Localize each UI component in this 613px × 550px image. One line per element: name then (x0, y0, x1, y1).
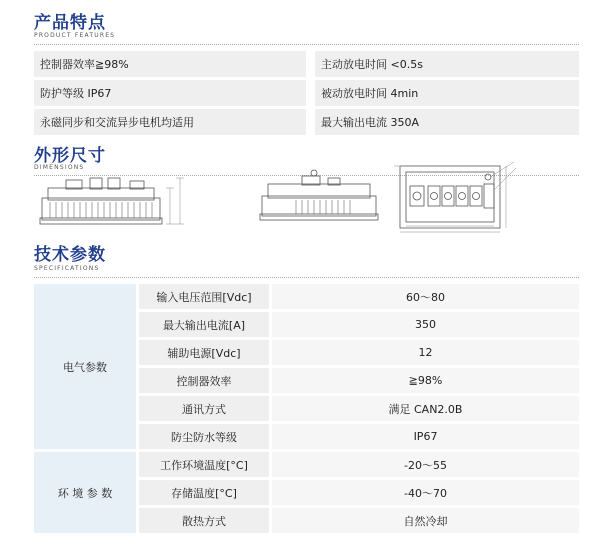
spec-value: -40〜70 (272, 480, 579, 505)
spec-value: 自然冷却 (272, 508, 579, 533)
table-row (139, 368, 579, 393)
table-row (139, 452, 579, 477)
spec-value: 60〜80 (272, 284, 579, 309)
dimension-drawings (34, 160, 579, 235)
spec-value: IP67 (272, 424, 579, 449)
table-row (139, 508, 579, 533)
features-title: 产品特点 (34, 13, 106, 33)
spec-name: 辅助电源[Vdc] (139, 340, 269, 365)
spec-name: 控制器效率 (139, 368, 269, 393)
feature-item: 主动放电时间 <0.5s (315, 51, 579, 77)
dimensions-subtitle: DIMENSIONS (34, 164, 85, 171)
table-row (139, 340, 579, 365)
feature-item: 防护等级 IP67 (34, 80, 306, 106)
specifications-divider (34, 277, 579, 278)
spec-name: 通讯方式 (139, 396, 269, 421)
top-view-drawing (380, 160, 550, 235)
specifications-table (34, 284, 579, 536)
feature-item: 最大输出电流 350A (315, 109, 579, 135)
spec-name: 工作环境温度[°C] (139, 452, 269, 477)
features-table (34, 51, 579, 138)
dimensions-title: 外形尺寸 (34, 146, 106, 166)
front-view-drawing (34, 160, 194, 235)
spec-value: -20〜55 (272, 452, 579, 477)
table-row (139, 480, 579, 505)
table-row (139, 312, 579, 337)
table-row (139, 424, 579, 449)
spec-group-electrical (34, 284, 579, 449)
spec-value: 350 (272, 312, 579, 337)
spec-name: 存储温度[°C] (139, 480, 269, 505)
spec-name: 输入电压范围[Vdc] (139, 284, 269, 309)
table-row (139, 396, 579, 421)
spec-name: 散热方式 (139, 508, 269, 533)
features-row (34, 51, 579, 77)
spec-group-label: 环 境 参 数 (34, 452, 136, 533)
spec-value: ≧98% (272, 368, 579, 393)
features-row (34, 109, 579, 135)
table-row (139, 284, 579, 309)
spec-value: 满足 CAN2.0B (272, 396, 579, 421)
features-divider (34, 44, 579, 45)
specifications-subtitle: SPECIFICATIONS (34, 265, 100, 272)
spec-group-label: 电气参数 (34, 284, 136, 449)
spec-name: 最大输出电流[A] (139, 312, 269, 337)
feature-item: 被动放电时间 4min (315, 80, 579, 106)
spec-name: 防尘防水等级 (139, 424, 269, 449)
spec-value: 12 (272, 340, 579, 365)
features-subtitle: PRODUCT FEATURES (34, 32, 116, 39)
feature-item: 永磁同步和交流异步电机均适用 (34, 109, 306, 135)
feature-item: 控制器效率≧98% (34, 51, 306, 77)
specifications-title: 技术参数 (34, 245, 106, 265)
side-view-drawing (256, 160, 396, 235)
features-row (34, 80, 579, 106)
spec-group-environment (34, 452, 579, 533)
